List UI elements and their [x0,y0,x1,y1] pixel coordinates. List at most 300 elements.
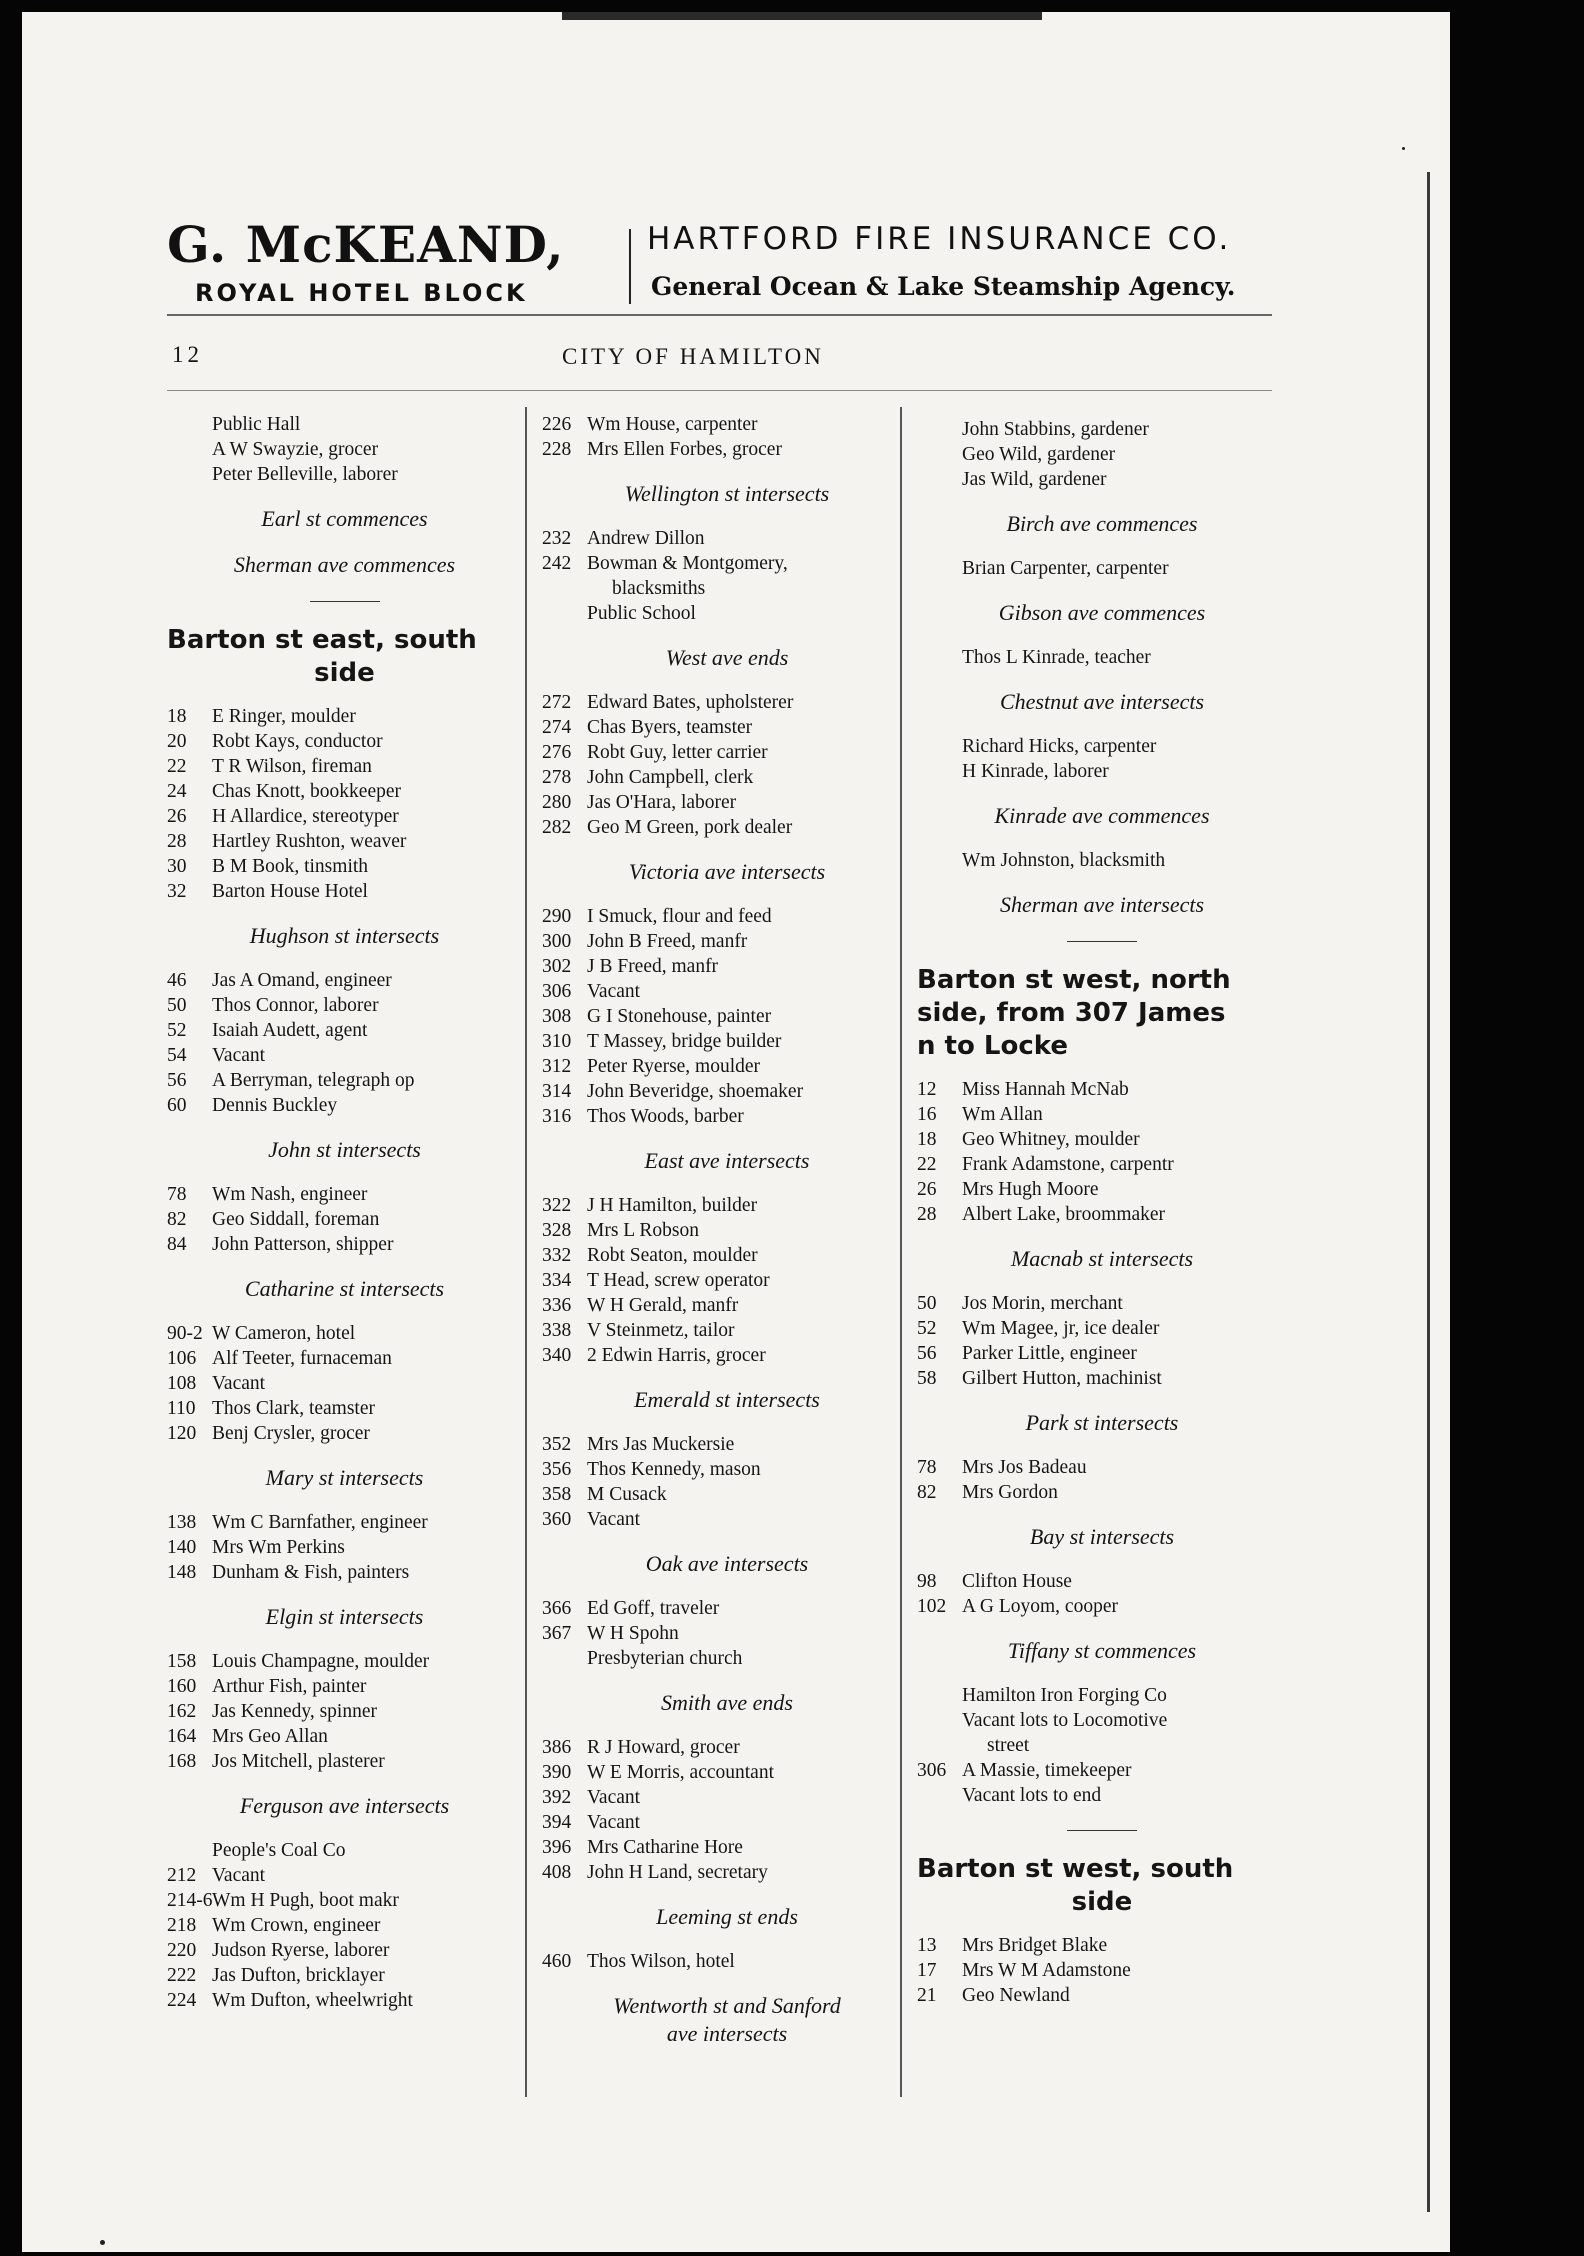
house-number: 290 [542,906,572,927]
resident-name: T Massey, bridge builder [587,1031,782,1052]
directory-entry [167,729,522,754]
street-heading [167,624,522,690]
directory-entry [167,1321,522,1346]
directory-entry [542,1054,912,1079]
house-number: 408 [542,1862,572,1883]
directory-entry [542,1810,912,1835]
resident-name: W H Gerald, manfr [587,1295,739,1316]
house-number: 358 [542,1484,572,1505]
house-number: 22 [917,1154,937,1175]
directory-entry [167,1888,522,1913]
house-number: 52 [167,1020,187,1041]
directory-entry [542,1785,912,1810]
directory-entry [542,1507,912,1532]
directory-entry [167,754,522,779]
header-divider [629,229,631,304]
house-number: 52 [917,1318,937,1339]
directory-entry [167,462,522,487]
directory-entry [542,1218,912,1243]
directory-entry [167,968,522,993]
directory-entry [917,442,1287,467]
resident-name: Thos L Kinrade, teacher [962,647,1151,668]
house-number: 212 [167,1865,197,1886]
directory-entry [167,412,522,437]
house-number: 158 [167,1651,197,1672]
resident-name: John Patterson, shipper [212,1234,394,1255]
resident-name: Jas Kennedy, spinner [212,1701,377,1722]
directory-entry [917,1102,1287,1127]
cross-street-text: Sherman ave intersects [999,892,1205,917]
directory-entry [167,829,522,854]
house-number: 26 [167,806,187,827]
house-number: 276 [542,742,572,763]
resident-name: Ed Goff, traveler [587,1598,720,1619]
resident-name: Mrs Catharine Hore [587,1837,743,1858]
house-number: 396 [542,1837,572,1858]
directory-entry [167,1396,522,1421]
directory-entry [167,437,522,462]
directory-entry [542,1343,912,1368]
cross-street-text: Mary st intersects [265,1465,424,1490]
house-number: 58 [917,1368,937,1389]
resident-name: Mrs Geo Allan [212,1726,328,1747]
house-number: 334 [542,1270,572,1291]
directory-entry [167,1207,522,1232]
resident-name: Hartley Rushton, weaver [212,831,407,852]
cross-street-text: Oak ave intersects [645,1551,809,1576]
house-number: 232 [542,528,572,549]
advertiser-name: G. McKEAND, [167,215,565,274]
directory-entry [167,779,522,804]
resident-name: Mrs Wm Perkins [212,1537,345,1558]
resident-name: Jas Wild, gardener [962,469,1107,490]
cross-street-heading [542,1550,912,1578]
cross-street-heading [167,922,522,950]
cross-street-text: Birch ave commences [1006,511,1198,536]
cross-street-text: Emerald st intersects [634,1387,820,1412]
cross-street-heading [167,505,522,533]
resident-name: John Campbell, clerk [587,767,754,788]
directory-entry [542,715,912,740]
house-number: 356 [542,1459,572,1480]
directory-entry [167,1346,522,1371]
house-number: 218 [167,1915,197,1936]
resident-name: John H Land, secretary [587,1862,768,1883]
directory-entry [917,1569,1287,1594]
directory-entry [542,1079,912,1104]
directory-entry [542,1835,912,1860]
house-number: 366 [542,1598,572,1619]
resident-name: Jos Morin, merchant [962,1293,1123,1314]
resident-name: Vacant [587,1787,641,1808]
resident-name: E Ringer, moulder [212,706,356,727]
cross-street-text: Elgin st intersects [265,1604,424,1629]
cross-street-text: West ave ends [665,645,789,670]
directory-entry [167,1371,522,1396]
directory-entry [917,467,1287,492]
directory-entry [542,1432,912,1457]
resident-name: H Kinrade, laborer [962,761,1109,782]
directory-entry [542,1318,912,1343]
directory-entry [917,417,1287,442]
directory-entry [542,1621,912,1646]
house-number: 280 [542,792,572,813]
cross-street-heading [917,1245,1287,1273]
title-rule [167,390,1272,391]
resident-name: B M Book, tinsmith [212,856,369,877]
cross-street-text: Catharine st intersects [244,1276,445,1301]
resident-name: blacksmiths [612,578,706,599]
house-number: 50 [167,995,187,1016]
resident-name: Thos Wilson, hotel [587,1951,735,1972]
house-number: 18 [167,706,187,727]
directory-entry [542,1949,912,1974]
resident-name: Mrs Hugh Moore [962,1179,1099,1200]
directory-entry [542,929,912,954]
resident-name: Jas Dufton, bricklayer [212,1965,385,1986]
resident-name: W H Spohn [587,1623,679,1644]
resident-name: W E Morris, accountant [587,1762,775,1783]
resident-name: Jas A Omand, engineer [212,970,392,991]
house-number: 28 [917,1204,937,1225]
page-number: 12 [172,342,203,367]
resident-name: W Cameron, hotel [212,1323,356,1344]
resident-name: Barton House Hotel [212,881,368,902]
house-number: 338 [542,1320,572,1341]
house-number: 328 [542,1220,572,1241]
directory-entry [542,437,912,462]
directory-entry [167,1724,522,1749]
resident-name: Public Hall [212,414,301,435]
directory-entry [542,1193,912,1218]
directory-entry [167,1232,522,1257]
resident-name: Vacant [587,981,641,1002]
directory-entry [917,759,1287,784]
house-number: 224 [167,1990,197,2011]
resident-name: Mrs Jas Muckersie [587,1434,735,1455]
directory-entry [542,1760,912,1785]
resident-name: Mrs Gordon [962,1482,1058,1503]
cross-street-heading [542,858,912,886]
resident-name: Geo Siddall, foreman [212,1209,380,1230]
directory-column-1 [167,412,522,2013]
house-number: 20 [167,731,187,752]
resident-name: Dennis Buckley [212,1095,338,1116]
house-number: 310 [542,1031,572,1052]
resident-name: Vacant [587,1812,641,1833]
directory-entry [917,734,1287,759]
resident-name: Chas Byers, teamster [587,717,753,738]
resident-name: Geo Wild, gardener [962,444,1116,465]
resident-name: John B Freed, manfr [587,931,748,952]
resident-name: Mrs L Robson [587,1220,699,1241]
cross-street-heading [542,1386,912,1414]
directory-entry [542,551,912,576]
section-separator [310,601,380,602]
house-number: 21 [917,1985,937,2006]
street-heading [917,1853,1287,1919]
cross-street-heading [917,599,1287,627]
directory-entry [167,704,522,729]
resident-name: Dunham & Fish, painters [212,1562,410,1583]
scan-right-edge [1427,172,1430,2212]
resident-name: Vacant [587,1509,641,1530]
house-number: 306 [542,981,572,1002]
house-number: 54 [167,1045,187,1066]
directory-entry [167,1699,522,1724]
directory-entry [167,1018,522,1043]
resident-name: Wm Johnston, blacksmith [962,850,1166,871]
directory-entry [542,790,912,815]
house-number: 56 [167,1070,187,1091]
resident-name: Jas O'Hara, laborer [587,792,737,813]
advertiser-address: ROYAL HOTEL BLOCK [195,279,528,307]
column-divider-1 [525,407,527,2097]
house-number: 148 [167,1562,197,1583]
house-number: 78 [167,1184,187,1205]
house-number: 120 [167,1423,197,1444]
resident-name: Vacant lots to end [962,1785,1102,1806]
directory-column-2 [542,412,912,2066]
resident-name: Public School [587,603,696,624]
directory-entry [542,1596,912,1621]
directory-entry [917,1708,1287,1733]
cross-street-heading [167,1136,522,1164]
street-heading-line: side [314,658,375,688]
resident-name: John Beveridge, shoemaker [587,1081,804,1102]
house-number: 367 [542,1623,572,1644]
house-number: 13 [917,1935,937,1956]
house-number: 106 [167,1348,197,1369]
house-number: 17 [917,1960,937,1981]
cross-street-text: Kinrade ave commences [994,803,1210,828]
house-number: 138 [167,1512,197,1533]
directory-entry [167,1421,522,1446]
cross-street-text: Earl st commences [261,506,428,531]
resident-name: Wm House, carpenter [587,414,758,435]
directory-entry [917,1366,1287,1391]
house-number: 308 [542,1006,572,1027]
directory-entry [167,993,522,1018]
resident-name: G I Stonehouse, painter [587,1006,772,1027]
street-heading-line: side, from 307 James [917,998,1226,1028]
cross-street-text: Sherman ave commences [233,552,456,577]
street-heading-line: side [1071,1887,1133,1917]
resident-name: Peter Belleville, laborer [212,464,398,485]
house-number: 162 [167,1701,197,1722]
directory-entry [917,1958,1287,1983]
cross-street-heading [542,1903,912,1931]
house-number: 336 [542,1295,572,1316]
directory-entry [542,412,912,437]
resident-name: Vacant lots to Locomotive [962,1710,1168,1731]
cross-street-heading [917,1637,1287,1665]
advertisement-header [167,207,1277,317]
resident-name: Mrs Ellen Forbes, grocer [587,439,782,460]
directory-entry [917,1783,1287,1808]
cross-street-heading [167,1275,522,1303]
resident-name: Richard Hicks, carpenter [962,736,1157,757]
directory-entry [167,1963,522,1988]
directory-page [22,12,1450,2252]
house-number: 90-2 [167,1323,203,1344]
directory-entry [917,1152,1287,1177]
house-number: 110 [167,1398,196,1419]
cross-street-heading [542,1147,912,1175]
house-number: 214-6 [167,1890,213,1911]
resident-name: Geo Whitney, moulder [962,1129,1140,1150]
street-heading-line: Barton st east, south [167,625,477,655]
house-number: 226 [542,414,572,435]
resident-name: Miss Hannah McNab [962,1079,1129,1100]
cross-street-heading [167,1603,522,1631]
resident-name: Jos Mitchell, plasterer [212,1751,385,1772]
directory-entry [542,1243,912,1268]
resident-name: Geo M Green, pork dealer [587,817,793,838]
resident-name: Hamilton Iron Forging Co [962,1685,1167,1706]
resident-name: Parker Little, engineer [962,1343,1137,1364]
resident-name: V Steinmetz, tailor [587,1320,735,1341]
directory-entry [167,1535,522,1560]
resident-name: Chas Knott, bookkeeper [212,781,402,802]
cross-street-text: Wentworth st and Sanford [613,1993,841,2018]
resident-name: A W Swayzie, grocer [212,439,379,460]
resident-name: J B Freed, manfr [587,956,719,977]
cross-street-text: Chestnut ave intersects [999,689,1205,714]
house-number: 340 [542,1345,572,1366]
house-number: 30 [167,856,187,877]
directory-entry [917,1983,1287,2008]
directory-entry [167,1182,522,1207]
cross-street-text: East ave intersects [644,1148,810,1173]
resident-name: Wm H Pugh, boot makr [212,1890,399,1911]
resident-name: Frank Adamstone, carpentr [962,1154,1174,1175]
cross-street-heading [167,1464,522,1492]
directory-entry [542,1735,912,1760]
directory-entry [917,1316,1287,1341]
house-number: 314 [542,1081,572,1102]
resident-name: Mrs Bridget Blake [962,1935,1108,1956]
cross-street-text: Park st intersects [1025,1410,1179,1435]
directory-entry [917,1733,1287,1758]
house-number: 78 [917,1457,937,1478]
house-number: 390 [542,1762,572,1783]
resident-name: Thos Connor, laborer [212,995,379,1016]
cross-street-heading [917,688,1287,716]
cross-street-heading [542,480,912,508]
house-number: 84 [167,1234,187,1255]
resident-name: Wm Nash, engineer [212,1184,368,1205]
directory-entry [167,1674,522,1699]
directory-entry [542,979,912,1004]
directory-entry [917,645,1287,670]
resident-name: 2 Edwin Harris, grocer [587,1345,766,1366]
directory-entry [542,1004,912,1029]
cross-street-heading [542,1689,912,1717]
directory-entry [167,1043,522,1068]
directory-entry [917,556,1287,581]
house-number: 18 [917,1129,937,1150]
resident-name: A Massie, timekeeper [962,1760,1132,1781]
resident-name: Wm Magee, jr, ice dealer [962,1318,1160,1339]
resident-name: I Smuck, flour and feed [587,906,772,927]
street-heading [917,964,1287,1063]
house-number: 322 [542,1195,572,1216]
resident-name: Edward Bates, upholsterer [587,692,794,713]
resident-name: Wm Crown, engineer [212,1915,381,1936]
house-number: 32 [167,881,187,902]
resident-name: A G Loyom, cooper [962,1596,1118,1617]
resident-name: Vacant [212,1373,266,1394]
directory-entry [167,1938,522,1963]
resident-name: Clifton House [962,1571,1072,1592]
resident-name: Robt Kays, conductor [212,731,383,752]
resident-name: Peter Ryerse, moulder [587,1056,761,1077]
house-number: 282 [542,817,572,838]
directory-entry [542,904,912,929]
house-number: 160 [167,1676,197,1697]
house-number: 220 [167,1940,197,1961]
street-heading-line: n to Locke [917,1031,1068,1061]
directory-entry [167,1838,522,1863]
street-heading-line: Barton st west, south [917,1854,1234,1884]
house-number: 332 [542,1245,572,1266]
house-number: 168 [167,1751,197,1772]
house-number: 228 [542,439,572,460]
directory-entry [542,526,912,551]
resident-name: Thos Clark, teamster [212,1398,375,1419]
cross-street-text: Victoria ave intersects [628,859,826,884]
street-heading-line: Barton st west, north [917,965,1231,995]
directory-entry [167,854,522,879]
cross-street-heading [542,1992,912,2048]
resident-name: Wm C Barnfather, engineer [212,1512,428,1533]
resident-name: Robt Seaton, moulder [587,1245,758,1266]
resident-name: Gilbert Hutton, machinist [962,1368,1162,1389]
resident-name: Thos Woods, barber [587,1106,744,1127]
cross-street-text: Wellington st intersects [624,481,830,506]
cross-street-heading [917,802,1287,830]
header-rule [167,314,1272,316]
resident-name: A Berryman, telegraph op [212,1070,415,1091]
directory-entry [542,576,912,601]
cross-street-text: John st intersects [268,1137,421,1162]
resident-name: Louis Champagne, moulder [212,1651,430,1672]
scan-edge-band [562,12,1042,20]
directory-entry [917,1127,1287,1152]
house-number: 274 [542,717,572,738]
house-number: 56 [917,1343,937,1364]
directory-entry [167,1649,522,1674]
house-number: 242 [542,553,572,574]
directory-entry [917,1077,1287,1102]
directory-entry [542,690,912,715]
cross-street-text: Tiffany st commences [1007,1638,1197,1663]
resident-name: T R Wilson, fireman [212,756,372,777]
directory-entry [167,879,522,904]
steamship-agency: General Ocean & Lake Steamship Agency. [651,272,1236,301]
directory-entry [917,1594,1287,1619]
house-number: 60 [167,1095,187,1116]
resident-name: Wm Dufton, wheelwright [212,1990,413,2011]
scan-speck [1402,147,1405,150]
cross-street-heading [167,551,522,579]
house-number: 306 [917,1760,947,1781]
house-number: 50 [917,1293,937,1314]
directory-entry [167,1988,522,2013]
cross-street-heading [917,1409,1287,1437]
resident-name: Robt Guy, letter carrier [587,742,768,763]
